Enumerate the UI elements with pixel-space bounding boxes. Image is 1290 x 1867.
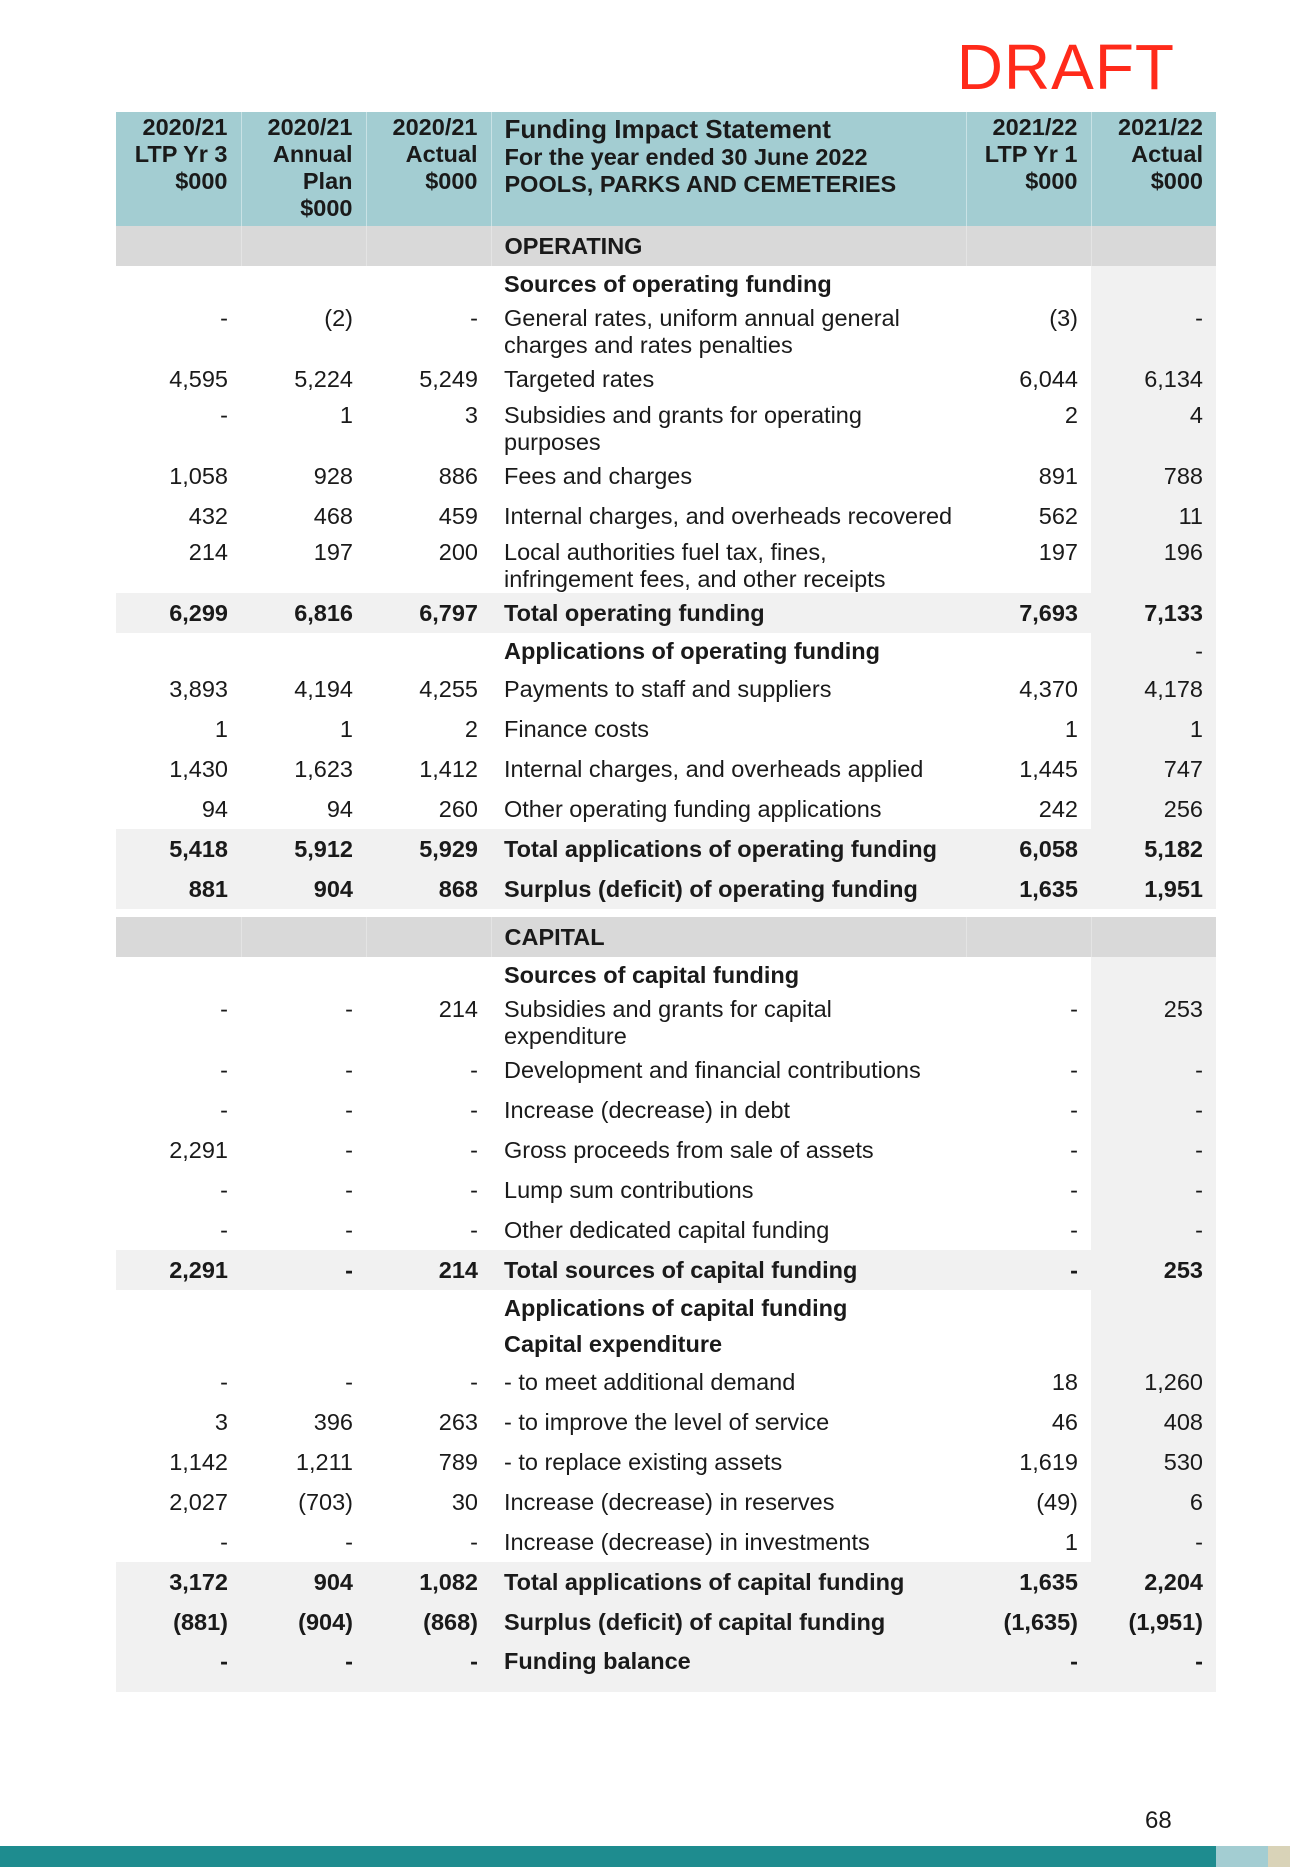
value-cell: (1,951)	[1091, 1602, 1216, 1642]
value-cell: 1,142	[169, 1448, 228, 1475]
row-label: Surplus (deficit) of capital funding	[491, 1602, 966, 1642]
value-cell: 253	[1091, 1250, 1216, 1290]
value-cell: 1	[1091, 709, 1216, 749]
value-cell: (868)	[366, 1602, 491, 1642]
value-cell: 886	[438, 462, 478, 489]
row-label: Payments to staff and suppliers	[504, 675, 832, 702]
value-cell	[241, 1290, 366, 1326]
table-row	[116, 1210, 1216, 1250]
table-row	[116, 536, 1216, 593]
value-cell: 4,255	[419, 675, 478, 702]
value-cell: 432	[188, 502, 228, 529]
value-cell: 1,430	[169, 755, 228, 782]
table-row	[116, 1522, 1216, 1562]
value-cell: 5,249	[419, 365, 478, 392]
value-cell: -	[220, 1368, 228, 1395]
row-label: Total operating funding	[491, 593, 966, 633]
value-cell: -	[345, 1056, 353, 1083]
value-cell: 1	[214, 715, 228, 742]
table-row	[116, 1442, 1216, 1482]
value-cell: (3)	[1049, 305, 1078, 331]
header-annual-plan: 2020/21 Annual Plan $000	[241, 112, 366, 226]
value-cell: 1	[1064, 715, 1078, 742]
value-cell: -	[470, 1056, 478, 1083]
value-cell: 1	[1064, 1528, 1078, 1555]
total-row	[116, 869, 1216, 909]
value-cell: -	[345, 1368, 353, 1395]
row-label: Increase (decrease) in debt	[504, 1096, 791, 1123]
value-cell	[1091, 1290, 1216, 1326]
section-cell	[966, 917, 1091, 957]
table-row	[116, 496, 1216, 536]
value-cell: -	[220, 1096, 228, 1123]
row-label: Internal charges, and overheads recovered	[504, 502, 953, 529]
table-row	[116, 749, 1216, 789]
row-label: Sources of operating funding	[504, 270, 832, 297]
total-row	[116, 593, 1216, 633]
table-row	[116, 1130, 1216, 1170]
value-cell	[1091, 266, 1216, 302]
value-cell: (703)	[298, 1488, 353, 1515]
table-row	[116, 1050, 1216, 1090]
value-cell: 214	[188, 539, 228, 565]
value-cell: -	[470, 1176, 478, 1203]
value-cell: 3	[464, 402, 478, 428]
value-cell: 396	[313, 1408, 353, 1435]
value-cell: 1,082	[366, 1562, 491, 1602]
value-cell: 928	[313, 462, 353, 489]
table-row	[116, 1170, 1216, 1210]
section-header-operating	[116, 226, 1216, 266]
subheading-row	[116, 1290, 1216, 1326]
value-cell	[966, 957, 1091, 993]
value-cell: 1,635	[966, 869, 1091, 909]
value-cell: 18	[1051, 1368, 1078, 1395]
header-ltp-yr1: 2021/22 LTP Yr 1 $000	[966, 112, 1091, 226]
value-cell: -	[220, 402, 228, 428]
row-label: Subsidies and grants for capital expenditure	[504, 996, 832, 1049]
value-cell: 1,058	[169, 462, 228, 489]
value-cell: 2,291	[169, 1136, 228, 1163]
header-actual-2020: 2020/21 Actual $000	[366, 112, 491, 226]
value-cell: 214	[366, 1250, 491, 1290]
table-row	[116, 789, 1216, 829]
value-cell	[241, 266, 366, 302]
value-cell: -	[345, 1136, 353, 1163]
value-cell: 4,595	[169, 365, 228, 392]
footer-bar	[0, 1846, 1216, 1867]
table-body	[116, 226, 1216, 1692]
value-cell: -	[1091, 1522, 1216, 1562]
value-cell: 1,951	[1091, 869, 1216, 909]
value-cell: -	[220, 1056, 228, 1083]
value-cell	[966, 1326, 1091, 1362]
value-cell: 1	[339, 402, 353, 428]
value-cell: 6	[1091, 1482, 1216, 1522]
value-cell: -	[220, 1216, 228, 1243]
row-label: Finance costs	[504, 715, 649, 742]
value-cell: -	[470, 1528, 478, 1555]
value-cell: 6,058	[966, 829, 1091, 869]
value-cell: -	[1091, 1050, 1216, 1090]
value-cell: -	[1091, 1170, 1216, 1210]
row-label: General rates, uniform annual general charges and rates penalties	[504, 305, 900, 358]
total-row	[116, 1602, 1216, 1642]
row-label: Total sources of capital funding	[491, 1250, 966, 1290]
value-cell	[366, 957, 491, 993]
page-number: 68	[1145, 1807, 1172, 1834]
draft-watermark: DRAFT	[956, 31, 1175, 103]
value-cell: -	[1070, 1216, 1078, 1243]
statement-title: Funding Impact Statement	[504, 114, 831, 144]
section-cell	[966, 226, 1091, 266]
value-cell: 408	[1091, 1402, 1216, 1442]
statement-activity: POOLS, PARKS AND CEMETERIES	[504, 171, 897, 197]
row-label: Targeted rates	[504, 365, 655, 392]
value-cell: 94	[201, 795, 228, 822]
value-cell	[116, 633, 241, 669]
header-ltp-yr3: 2020/21 LTP Yr 3 $000	[116, 112, 241, 226]
value-cell: 214	[438, 996, 478, 1022]
table-row	[116, 1402, 1216, 1442]
value-cell: -	[1070, 1056, 1078, 1083]
value-cell: 197	[1038, 539, 1078, 565]
value-cell	[966, 633, 1091, 669]
section-cell	[241, 917, 366, 957]
value-cell: 562	[1038, 502, 1078, 529]
value-cell: 459	[438, 502, 478, 529]
row-label: Increase (decrease) in reserves	[504, 1488, 835, 1515]
value-cell	[366, 1290, 491, 1326]
value-cell: 4,370	[1019, 675, 1078, 702]
value-cell: 5,929	[366, 829, 491, 869]
table-row	[116, 456, 1216, 496]
value-cell	[366, 633, 491, 669]
subheading-row	[116, 1326, 1216, 1362]
value-cell	[1091, 1326, 1216, 1362]
value-cell: 1,260	[1091, 1362, 1216, 1402]
table-row	[116, 1090, 1216, 1130]
value-cell	[116, 957, 241, 993]
row-label: Other dedicated capital funding	[504, 1216, 830, 1243]
value-cell: 256	[1091, 789, 1216, 829]
value-cell: 891	[1038, 462, 1078, 489]
value-cell: (2)	[324, 305, 353, 331]
table-row	[116, 993, 1216, 1050]
table-row	[116, 669, 1216, 709]
row-label: Development and financial contributions	[504, 1056, 921, 1083]
row-label: Capital expenditure	[504, 1330, 723, 1357]
value-cell: -	[220, 996, 228, 1022]
value-cell: 3	[214, 1408, 228, 1435]
value-cell: -	[116, 1642, 241, 1692]
value-cell: -	[366, 1642, 491, 1692]
row-label: Total applications of operating funding	[491, 829, 966, 869]
row-label: - to improve the level of service	[504, 1408, 830, 1435]
row-label: - to meet additional demand	[504, 1368, 796, 1395]
value-cell	[116, 1326, 241, 1362]
value-cell: (904)	[241, 1602, 366, 1642]
value-cell: 196	[1091, 536, 1216, 593]
value-cell: 6,816	[241, 593, 366, 633]
value-cell: -	[220, 1528, 228, 1555]
value-cell: 200	[438, 539, 478, 565]
value-cell: -	[220, 305, 228, 331]
value-cell: -	[1091, 633, 1216, 669]
value-cell: (881)	[116, 1602, 241, 1642]
value-cell: 197	[313, 539, 353, 565]
row-label: Local authorities fuel tax, fines, infringement fees, and other receipts	[504, 539, 886, 592]
value-cell: -	[966, 1250, 1091, 1290]
value-cell: 1,623	[294, 755, 353, 782]
row-label: Applications of capital funding	[504, 1294, 848, 1321]
total-row	[116, 1642, 1216, 1692]
value-cell: 5,418	[116, 829, 241, 869]
value-cell: 1,445	[1019, 755, 1078, 782]
total-row	[116, 829, 1216, 869]
value-cell: -	[470, 1216, 478, 1243]
section-cell	[116, 917, 241, 957]
row-label: Lump sum contributions	[504, 1176, 754, 1203]
subheading-row	[116, 266, 1216, 302]
row-label: Increase (decrease) in investments	[504, 1528, 870, 1555]
section-cell	[241, 226, 366, 266]
value-cell: 3,172	[116, 1562, 241, 1602]
value-cell: -	[1070, 1096, 1078, 1123]
value-cell: 1,412	[419, 755, 478, 782]
value-cell: 1,619	[1019, 1448, 1078, 1475]
value-cell: 253	[1091, 993, 1216, 1050]
table-row	[116, 359, 1216, 399]
value-cell	[116, 266, 241, 302]
value-cell: 904	[241, 869, 366, 909]
statement-title-cell	[491, 112, 966, 226]
value-cell: (1,635)	[966, 1602, 1091, 1642]
value-cell: 5,224	[294, 365, 353, 392]
subheading-row	[116, 633, 1216, 669]
value-cell: -	[345, 1176, 353, 1203]
footer-accent-tip	[1268, 1846, 1290, 1867]
value-cell: -	[1070, 1176, 1078, 1203]
section-header-capital	[116, 917, 1216, 957]
section-label: OPERATING	[491, 226, 966, 266]
value-cell: -	[345, 1528, 353, 1555]
value-cell: -	[966, 1642, 1091, 1692]
row-label: Internal charges, and overheads applied	[504, 755, 924, 782]
value-cell: 260	[438, 795, 478, 822]
value-cell: 7,693	[966, 593, 1091, 633]
value-cell: -	[470, 305, 478, 331]
value-cell: -	[220, 1176, 228, 1203]
value-cell: -	[345, 1216, 353, 1243]
row-label: Total applications of capital funding	[491, 1562, 966, 1602]
value-cell	[366, 266, 491, 302]
value-cell: 530	[1091, 1442, 1216, 1482]
value-cell: -	[1091, 1090, 1216, 1130]
value-cell: 263	[438, 1408, 478, 1435]
value-cell: 11	[1091, 496, 1216, 536]
value-cell: 788	[1091, 456, 1216, 496]
value-cell: -	[1091, 1210, 1216, 1250]
value-cell: -	[470, 1096, 478, 1123]
value-cell: 6,134	[1091, 359, 1216, 399]
table-header-row	[116, 112, 1216, 226]
value-cell: -	[1091, 302, 1216, 359]
value-cell: 4,178	[1091, 669, 1216, 709]
value-cell: 4,194	[294, 675, 353, 702]
section-cell	[366, 226, 491, 266]
section-cell	[116, 226, 241, 266]
value-cell: 5,912	[241, 829, 366, 869]
value-cell: 242	[1038, 795, 1078, 822]
value-cell: 30	[451, 1488, 478, 1515]
value-cell	[966, 266, 1091, 302]
section-cell	[366, 917, 491, 957]
value-cell: -	[1070, 996, 1078, 1022]
spacer-cell	[116, 909, 1216, 917]
value-cell: 1	[339, 715, 353, 742]
value-cell	[116, 1290, 241, 1326]
spacer-row	[116, 909, 1216, 917]
header-actual-2021: 2021/22 Actual $000	[1091, 112, 1216, 226]
table-row	[116, 399, 1216, 456]
statement-period: For the year ended 30 June 2022	[504, 144, 868, 170]
value-cell: 3,893	[169, 675, 228, 702]
value-cell: 2,204	[1091, 1562, 1216, 1602]
table-row	[116, 1362, 1216, 1402]
value-cell: 2	[464, 715, 478, 742]
row-label: Gross proceeds from sale of assets	[504, 1136, 874, 1163]
value-cell	[966, 1290, 1091, 1326]
value-cell: -	[241, 1642, 366, 1692]
value-cell: 904	[241, 1562, 366, 1602]
value-cell: -	[345, 996, 353, 1022]
value-cell: -	[345, 1096, 353, 1123]
value-cell	[241, 957, 366, 993]
row-label: Fees and charges	[504, 462, 693, 489]
table-row	[116, 709, 1216, 749]
row-label: Sources of capital funding	[504, 961, 800, 988]
section-cell	[1091, 226, 1216, 266]
section-cell	[1091, 917, 1216, 957]
value-cell: 881	[116, 869, 241, 909]
value-cell: -	[470, 1368, 478, 1395]
value-cell: 6,044	[1019, 365, 1078, 392]
row-label: Funding balance	[491, 1642, 966, 1692]
value-cell: 1,211	[295, 1448, 353, 1475]
subheading-row	[116, 957, 1216, 993]
footer-accent	[1216, 1846, 1268, 1867]
row-label: Surplus (deficit) of operating funding	[491, 869, 966, 909]
value-cell: (49)	[1036, 1488, 1078, 1515]
value-cell: -	[241, 1250, 366, 1290]
value-cell: 94	[326, 795, 353, 822]
value-cell: 468	[313, 502, 353, 529]
value-cell: 6,299	[116, 593, 241, 633]
funding-impact-table	[116, 112, 1216, 1692]
value-cell: 747	[1091, 749, 1216, 789]
value-cell: 4	[1091, 399, 1216, 456]
value-cell: 2,027	[169, 1488, 228, 1515]
value-cell	[1091, 957, 1216, 993]
value-cell: -	[1091, 1642, 1216, 1692]
value-cell: -	[1091, 1130, 1216, 1170]
row-label: Subsidies and grants for operating purposes	[504, 402, 862, 455]
value-cell: -	[470, 1136, 478, 1163]
value-cell: 1,635	[966, 1562, 1091, 1602]
value-cell: 868	[366, 869, 491, 909]
value-cell: 2,291	[116, 1250, 241, 1290]
value-cell: 7,133	[1091, 593, 1216, 633]
total-row	[116, 1562, 1216, 1602]
value-cell: 5,182	[1091, 829, 1216, 869]
row-label: - to replace existing assets	[504, 1448, 783, 1475]
total-row	[116, 1250, 1216, 1290]
value-cell: 789	[438, 1448, 478, 1475]
value-cell: 46	[1051, 1408, 1078, 1435]
table-row	[116, 1482, 1216, 1522]
value-cell: 2	[1064, 402, 1078, 428]
section-label: CAPITAL	[491, 917, 966, 957]
value-cell	[241, 1326, 366, 1362]
value-cell	[366, 1326, 491, 1362]
table-row	[116, 302, 1216, 359]
value-cell	[241, 633, 366, 669]
value-cell: -	[1070, 1136, 1078, 1163]
row-label: Other operating funding applications	[504, 795, 882, 822]
row-label: Applications of operating funding	[504, 637, 880, 664]
value-cell: 6,797	[366, 593, 491, 633]
